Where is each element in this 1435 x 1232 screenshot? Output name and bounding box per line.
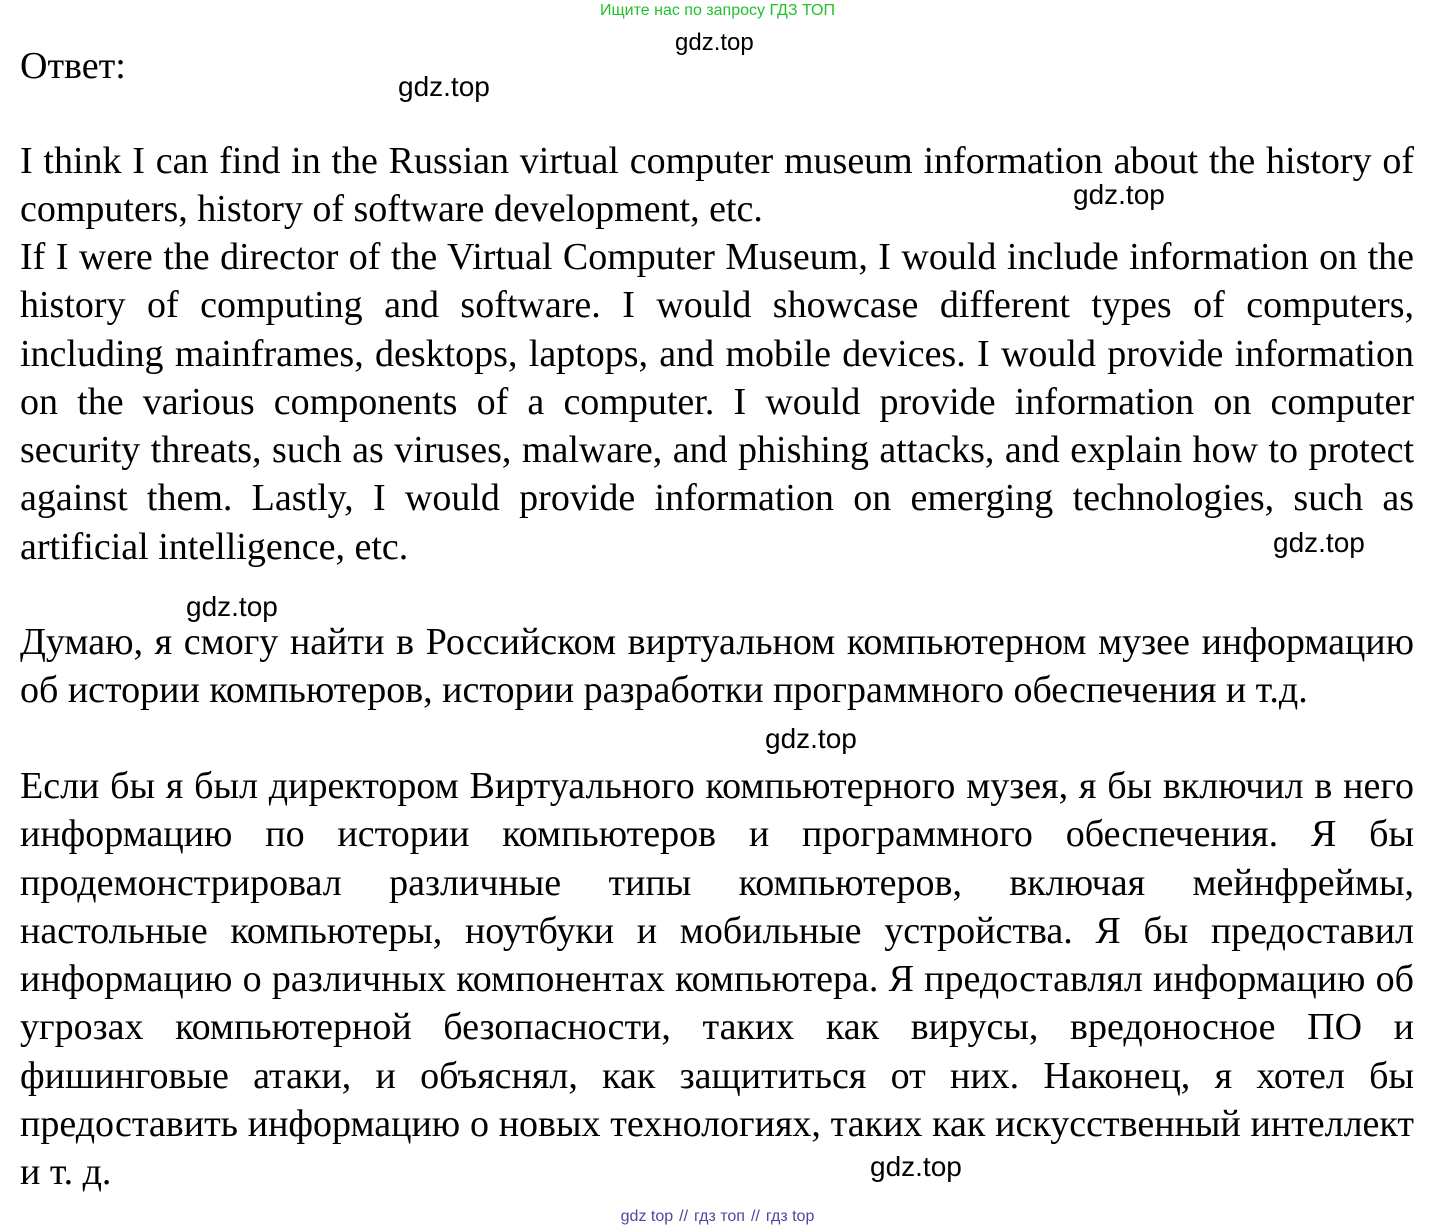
watermark: gdz.top [186,591,278,622]
footer-separator: // [679,1208,689,1225]
answer-label: Ответ: [20,45,126,87]
search-banner[interactable]: Ищите нас по запросу ГДЗ ТОП [600,2,835,19]
watermark: gdz.top [870,1151,962,1182]
english-paragraph-2: If I were the director of the Virtual Computer Museum, I would include information on the history of computing and software. I would showcase different types of computers, including mainframes, desktops, laptops, and mobile devices. I would provide information on the various components of a computer. I would provide information on computer security threats, such as viruses, malware, and phishing attacks, and explain how to protect against them. Lastly, I would provide information on emerging technologies, such as artificial intelligence, etc. [20,236,1414,568]
english-paragraph-1: I think I can find in the Russian virtual computer museum information about the history of computers, history of software development, etc. [20,140,1414,231]
watermark: gdz.top [1073,179,1165,210]
russian-paragraph-1: Думаю, я смогу найти в Российском виртуальном компьютерном музее информацию об истории компьютеров, истории разработки программного обеспечения и т.д. [20,621,1414,712]
footer-link-gdz-top-mixed[interactable]: гдз top [765,1208,815,1225]
footer-links [0,1207,1435,1227]
footer-separator: // [750,1208,760,1225]
watermark: gdz.top [1273,527,1365,558]
footer-link-gdz-top-ru[interactable]: гдз топ [694,1208,745,1225]
russian-paragraph-2: Если бы я был директором Виртуального компьютерного музея, я бы включил в него информацию по истории компьютеров и программного обеспечения. Я бы продемонстрировал различные типы компьютеров, включая мейнфреймы, настольные компьютеры, ноутбуки и мобильные устройства. Я бы предоставил информацию о различных компонентах компьютера. Я предоставлял информацию об угрозах компьютерной безопасности, таких как вирусы, вредоносное ПО и фишинговые атаки, и объяснял, как защититься от них. Наконец, я хотел бы предоставить информацию о новых технологиях, таких как искусственный интеллект и т. д. [20,765,1414,1194]
watermark: gdz.top [675,29,754,56]
watermark: gdz.top [398,71,490,102]
watermark: gdz.top [765,723,857,754]
footer-link-gdz-top[interactable]: gdz top [620,1208,674,1225]
